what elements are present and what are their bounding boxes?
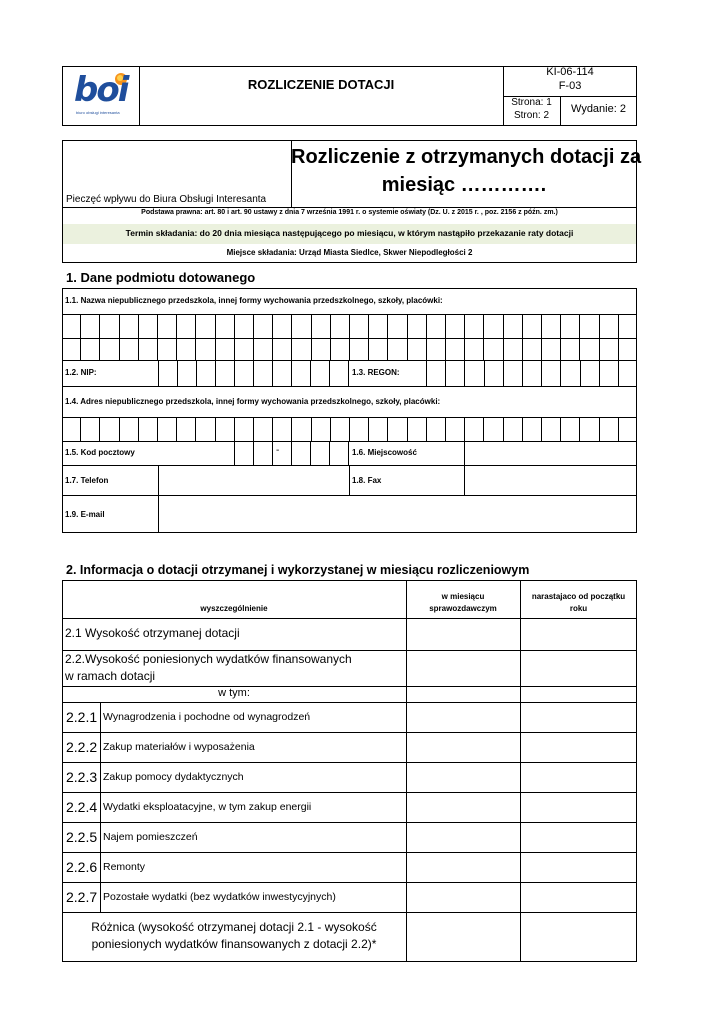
main-title-line1: Rozliczenie z otrzymanych dotacji za	[291, 146, 642, 168]
item-number: 2.2.5	[66, 829, 98, 845]
row-2-2-cumulative-cell[interactable]	[521, 651, 636, 686]
item-cumulative-cell[interactable]	[521, 853, 636, 882]
item-month-cell[interactable]	[407, 733, 519, 762]
item-month-cell[interactable]	[407, 703, 519, 732]
section1-heading: 1. Dane podmiotu dotowanego	[66, 270, 256, 285]
item-label: Wydatki eksploatacyjne, w tym zakup energii	[103, 801, 312, 813]
page-count: Stron: 2	[513, 110, 550, 121]
nip-input-grid[interactable]	[158, 360, 349, 386]
col-spec-header: wyszczególnienie	[200, 604, 268, 613]
address-grid-row[interactable]	[62, 417, 637, 441]
difference-month-cell[interactable]	[407, 913, 519, 961]
item-cumulative-cell[interactable]	[521, 733, 636, 762]
difference-label-line2: poniesionych wydatków finansowanych z dotacji 2.2)*	[91, 937, 377, 951]
row-2-2-month-cell[interactable]	[407, 651, 519, 686]
label-phone: 1.7. Telefon	[65, 476, 109, 485]
item-label: Wynagrodzenia i pochodne od wynagrodzeń	[103, 711, 311, 723]
legal-basis: Podstawa prawna: art. 80 i art. 90 ustawy z dnia 7 września 1991 r. o systemie oświaty (Dz. U. z 2015 r. , poz. 2156 z późn. zm.)	[141, 209, 558, 216]
logo-text: boi	[74, 70, 128, 110]
row-2-1-label: 2.1 Wysokość otrzymanej dotacji	[65, 626, 240, 640]
postal-code-grid[interactable]	[234, 441, 349, 465]
label-fax: 1.8. Fax	[352, 476, 382, 485]
row-2-1-cumulative-cell[interactable]	[521, 619, 636, 649]
item-cumulative-cell[interactable]	[521, 793, 636, 822]
item-month-cell[interactable]	[407, 883, 519, 912]
item-month-cell[interactable]	[407, 853, 519, 882]
item-label: Najem pomieszczeń	[103, 831, 198, 843]
item-label: Zakup materiałów i wyposażenia	[103, 741, 255, 753]
fax-field[interactable]	[465, 466, 636, 495]
item-label: Remonty	[103, 861, 146, 873]
item-cumulative-cell[interactable]	[521, 883, 636, 912]
item-number: 2.2.2	[66, 739, 98, 755]
label-1-1: 1.1. Nazwa niepublicznego przedszkola, innej formy wychowania przedszkolnego, szkoły, placówki:	[65, 296, 443, 305]
edition: Wydanie: 2	[571, 103, 626, 115]
submission-place: Miejsce składania: Urząd Miasta Siedlce, Skwer Niepodległości 2	[226, 248, 473, 257]
row-2-1-month-cell[interactable]	[407, 619, 519, 649]
item-month-cell[interactable]	[407, 823, 519, 852]
postal-dash: -	[276, 445, 280, 456]
item-cumulative-cell[interactable]	[521, 703, 636, 732]
col-cum-header-2: roku	[569, 604, 588, 613]
item-label: Pozostałe wydatki (bez wydatków inwestycyjnych)	[103, 891, 336, 903]
label-postal-code: 1.5. Kod pocztowy	[65, 448, 135, 457]
item-number: 2.2.3	[66, 769, 98, 785]
item-label: Zakup pomocy dydaktycznych	[103, 771, 244, 783]
col-month-header-2: sprawozdawczym	[429, 604, 497, 613]
item-number: 2.2.7	[66, 889, 98, 905]
main-title-line2: miesiąc ………….	[381, 174, 547, 196]
phone-field[interactable]	[159, 466, 349, 495]
item-cumulative-cell[interactable]	[521, 823, 636, 852]
item-number: 2.2.1	[66, 709, 98, 725]
name-grid-row-1[interactable]	[62, 314, 637, 338]
col-month-header-1: w miesiącu	[441, 592, 485, 601]
stamp-label: Pieczęć wpływu do Biura Obsługi Interesanta	[66, 194, 267, 205]
row-2-2-label-line2: w ramach dotacji	[65, 669, 156, 683]
section2-heading: 2. Informacja o dotacji otrzymanej i wykorzystanej w miesiącu rozliczeniowym	[66, 563, 530, 577]
label-nip: 1.2. NIP:	[65, 368, 97, 377]
row-2-2-label-line1: 2.2.Wysokość poniesionych wydatków finansowanych	[65, 652, 352, 666]
boi-logo	[72, 70, 132, 118]
item-month-cell[interactable]	[407, 763, 519, 792]
label-email: 1.9. E-mail	[65, 510, 105, 519]
difference-label-line1: Różnica (wysokość otrzymanej dotacji 2.1 - wysokość	[91, 920, 377, 934]
form-title: ROZLICZENIE DOTACJI	[247, 77, 395, 92]
doc-code: KI-06-114	[546, 66, 594, 78]
email-field[interactable]	[159, 496, 636, 532]
difference-cumulative-cell[interactable]	[521, 913, 636, 961]
label-1-4: 1.4. Adres niepublicznego przedszkola, innej formy wychowania przedszkolnego, szkoły, placówki:	[65, 397, 441, 406]
label-regon: 1.3. REGON:	[352, 368, 400, 377]
name-grid-row-2[interactable]	[62, 338, 637, 360]
in-which-label: w tym:	[218, 687, 250, 699]
page-number: Strona: 1	[511, 97, 552, 108]
item-number: 2.2.6	[66, 859, 98, 875]
regon-input-grid[interactable]	[426, 360, 637, 386]
item-number: 2.2.4	[66, 799, 98, 815]
col-cum-header-1: narastajaco od początku	[531, 592, 626, 601]
logo-subtitle: biuro obsługi interesanta	[76, 110, 120, 115]
item-cumulative-cell[interactable]	[521, 763, 636, 792]
item-month-cell[interactable]	[407, 793, 519, 822]
city-field[interactable]	[465, 442, 636, 465]
deadline: Termin składania: do 20 dnia miesiąca następującego po miesiącu, w którym nastąpiło przekazanie raty dotacji	[125, 228, 574, 238]
label-city: 1.6. Miejscowość	[352, 448, 417, 457]
doc-form: F-03	[558, 80, 582, 92]
